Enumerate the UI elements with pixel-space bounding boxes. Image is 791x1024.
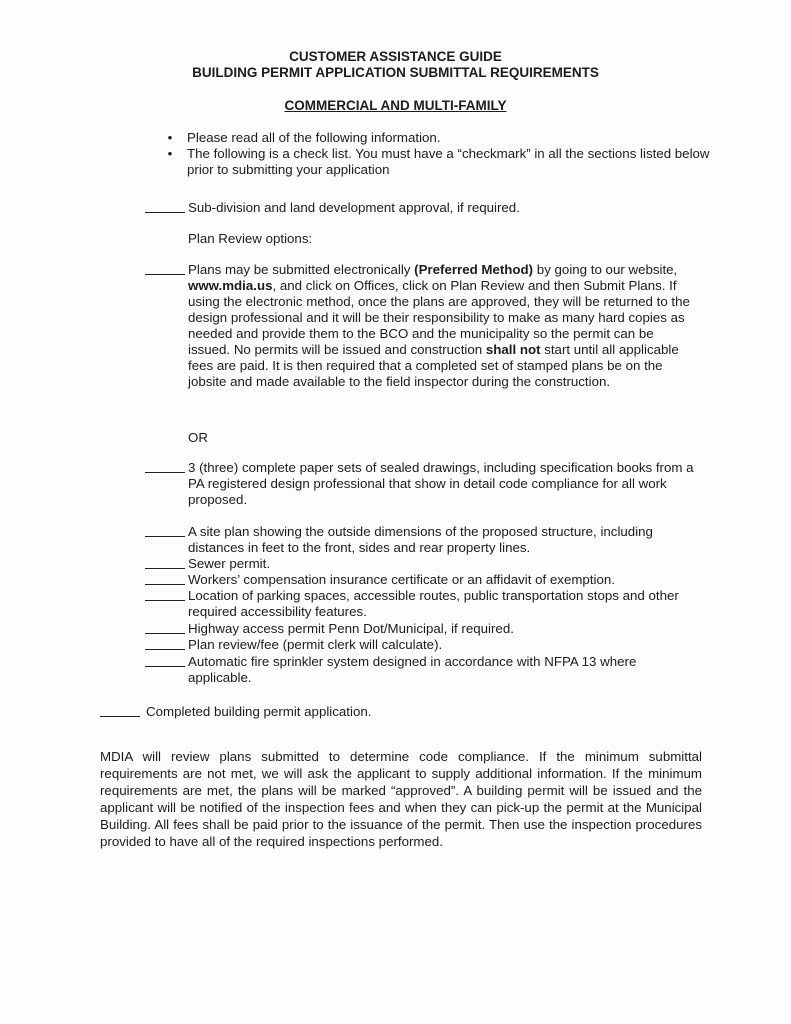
text-span: by going to our website, — [533, 262, 678, 277]
checkbox-blank[interactable] — [145, 666, 185, 667]
checklist-text: Automatic fire sprinkler system designed in accordance with NFPA 13 where applicable. — [188, 654, 637, 685]
checkbox-blank[interactable] — [145, 600, 185, 601]
checkbox-blank[interactable] — [145, 568, 185, 569]
checklist-text: A site plan showing the outside dimensions of the proposed structure, including distances in feet to the front, sides and rear property lines. — [188, 524, 653, 555]
checkbox-blank[interactable] — [145, 649, 185, 650]
checkbox-blank[interactable] — [145, 212, 185, 213]
section-heading: COMMERCIAL AND MULTI-FAMILY — [284, 98, 507, 113]
or-label: OR — [188, 430, 208, 445]
checklist-text: Plan review/fee (permit clerk will calculate). — [188, 637, 443, 652]
checklist-text: 3 (three) complete paper sets of sealed drawings, including specification books from a PA registered design professional that show in detail code compliance for all work proposed. — [188, 460, 694, 507]
checklist-text: Location of parking spaces, accessible routes, public transportation stops and other required accessibility features. — [188, 588, 679, 619]
plan-review-label: Plan Review options: — [188, 231, 313, 246]
checkbox-blank[interactable] — [145, 274, 185, 275]
checkbox-blank[interactable] — [100, 716, 140, 717]
instruction-item — [165, 130, 725, 146]
checkbox-blank[interactable] — [145, 633, 185, 634]
document-title: CUSTOMER ASSISTANCE GUIDE — [289, 49, 502, 64]
instruction-item — [165, 146, 725, 178]
instruction-list — [165, 130, 725, 178]
checklist-text: Sub-division and land development approval, if required. — [188, 200, 520, 215]
text-span: Plans may be submitted electronically — [188, 262, 415, 277]
shall-not-emphasis: shall not — [485, 342, 541, 357]
checklist-text: Workers’ compensation insurance certificate or an affidavit of exemption. — [188, 572, 615, 587]
preferred-method-emphasis: (Preferred Method) — [414, 262, 534, 277]
checkbox-blank[interactable] — [145, 536, 185, 537]
checklist-text: Highway access permit Penn Dot/Municipal, if required. — [188, 621, 514, 636]
checkbox-blank[interactable] — [145, 472, 185, 473]
text-span: , and click on Offices, click on Plan Review and then Submit Plans. If using the electronic method, once the plans are approved, they will be returned to the design professional and it will be their responsibility to make as many hard copies as needed and provide them to the BCO and the municipality so the permit can be issued. No permits will be issued and construction — [188, 278, 690, 357]
instruction-text: The following is a check list. You must have a “checkmark” in all the sections listed below prior to submitting your application — [187, 146, 710, 177]
bullet-icon: • — [167, 146, 173, 161]
checklist-text: Completed building permit application. — [146, 704, 372, 719]
instruction-text: Please read all of the following information. — [187, 130, 441, 145]
review-process-paragraph: MDIA will review plans submitted to determine code compliance. If the minimum submittal requirements are not met, we will ask the applicant to supply additional information. If the minimum requirements are met, the plans will be marked “approved”. A building permit will be issued and the applicant will be notified of the inspection fees and when they can pick-up the permit at the Municipal Building. All fees shall be paid prior to the issuance of the permit. Then use the inspection procedures provided to have all of the required inspections performed. — [100, 749, 702, 849]
document-subtitle: BUILDING PERMIT APPLICATION SUBMITTAL REQUIREMENTS — [192, 65, 599, 80]
bullet-icon: • — [167, 130, 173, 145]
checklist-text: Sewer permit. — [188, 556, 271, 571]
website-link[interactable]: www.mdia.us — [188, 278, 273, 293]
text-span: start until all applicable fees are paid. It is then required that a completed set of stamped plans be on the jobsite and made available to the field inspector during the construction. — [188, 342, 679, 389]
checkbox-blank[interactable] — [145, 584, 185, 585]
checklist-text — [188, 262, 698, 390]
